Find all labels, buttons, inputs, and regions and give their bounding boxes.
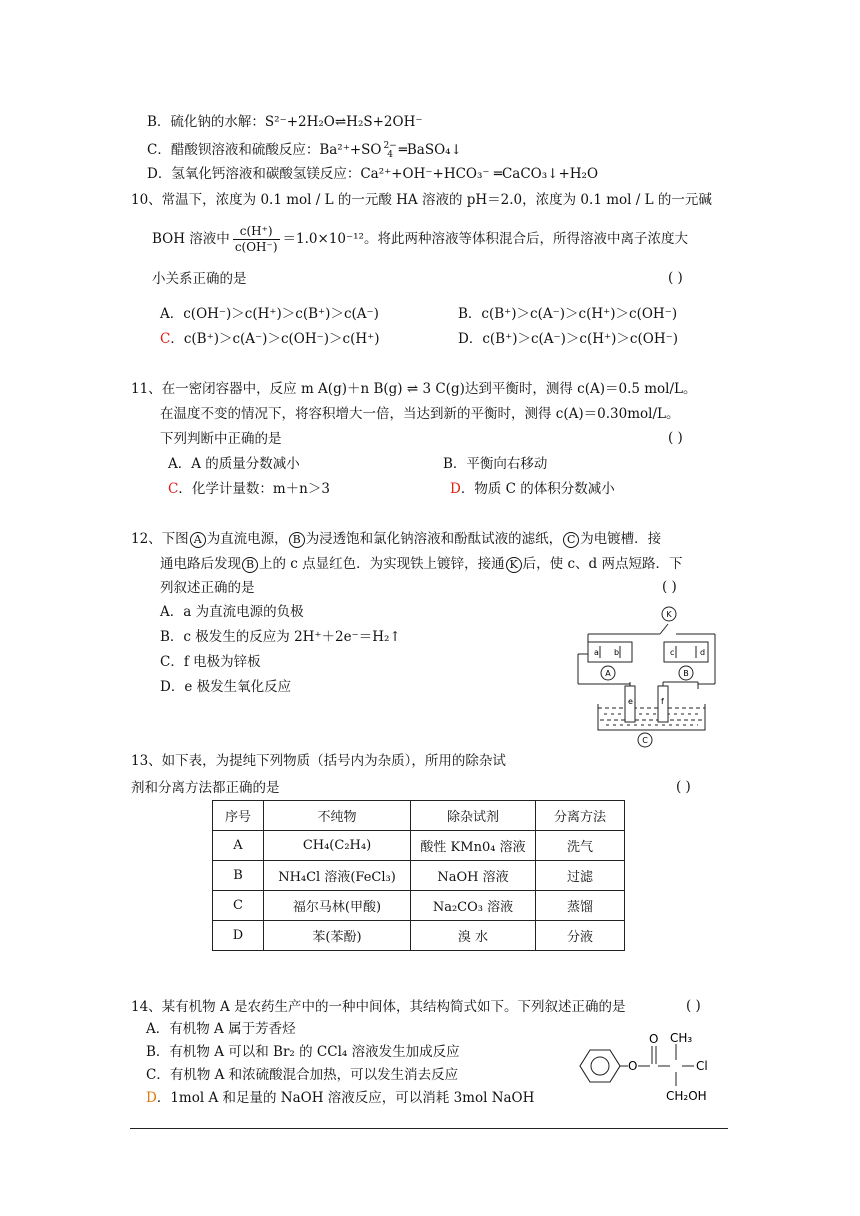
table-cell: 蒸馏 — [536, 891, 625, 921]
table-header-cell: 序号 — [213, 801, 264, 831]
table-cell: 苯(苯酚) — [264, 921, 411, 951]
table-cell: NH₄Cl 溶液(FeCl₃) — [264, 861, 411, 891]
q13-stem-line1: 13、如下表，为提纯下列物质（括号内为杂质），所用的除杂试 — [131, 753, 506, 769]
ester-oxygen: O — [628, 1059, 638, 1073]
q10-option-a: A．c(OH⁻)＞c(H⁺)＞c(B⁺)＞c(A⁻) — [160, 306, 379, 322]
q10-stem-line2-prefix: BOH 溶液中 — [152, 231, 230, 247]
q12-text: 通电路后发现 — [160, 556, 241, 572]
label-a: a — [594, 648, 599, 657]
label-e: e — [628, 697, 633, 706]
q12-text: 上的 c 点显红色．为实现铁上镀锌，接通 — [259, 556, 505, 572]
table-row — [213, 861, 625, 891]
label-c: c — [670, 648, 675, 657]
q12-circle-k: K — [506, 557, 522, 573]
q11-stem-line1: 11、在一密闭容器中，反应 m A(g)＋n B(g) ⇌ 3 C(g)达到平衡时，测得 c(A)＝0.5 mol/L。 — [131, 381, 697, 397]
q12-text: 12、下图 — [131, 531, 189, 547]
table-cell: A — [213, 831, 264, 861]
q10-option-c-letter: C — [160, 331, 171, 347]
page-bottom-rule — [130, 1128, 728, 1129]
label-circle-c: C — [642, 736, 648, 745]
q11-option-b: B．平衡向右移动 — [443, 456, 548, 472]
q12-option-a: A．a 为直流电源的负极 — [160, 604, 304, 620]
table-cell: D — [213, 921, 264, 951]
q14-option-c: C．有机物 A 和浓硫酸混合加热，可以发生消去反应 — [146, 1067, 459, 1083]
q10-fraction-denominator: c(OH⁻) — [234, 240, 278, 254]
label-circle-b: B — [683, 669, 689, 678]
q10-fraction — [233, 224, 280, 255]
table-cell: C — [213, 891, 264, 921]
q12-text: 后，使 c、d 两点短路．下 — [522, 556, 683, 572]
table-cell: B — [213, 861, 264, 891]
table-cell: 福尔马林(甲酸) — [264, 891, 411, 921]
table-cell: Na₂CO₃ 溶液 — [411, 891, 536, 921]
q14-option-d-text: ．1mol A 和足量的 NaOH 溶液反应，可以消耗 3mol NaOH — [156, 1090, 535, 1106]
q10-stem-line3: 小关系正确的是 — [152, 271, 247, 287]
q11-option-c-letter: C — [168, 481, 179, 497]
q11-option-d-letter: D — [450, 481, 461, 497]
q12-stem-line2 — [160, 555, 682, 573]
q11-option-d-text: ．物质 C 的体积分数减小 — [460, 481, 615, 497]
q9-option-c-suffix: ═BaSO₄↓ — [398, 142, 462, 158]
q10-option-c — [160, 330, 380, 348]
q10-fraction-numerator: c(H⁺) — [233, 224, 280, 240]
q10-answer-paren: ( ) — [668, 270, 683, 286]
hydroxymethyl-group: CH₂OH — [666, 1089, 707, 1103]
q10-option-c-text: ．c(B⁺)＞c(A⁻)＞c(OH⁻)＞c(H⁺) — [170, 331, 380, 347]
label-f: f — [661, 697, 664, 706]
q12-circle-b-2: B — [242, 557, 258, 573]
q11-option-c — [168, 480, 330, 498]
table-cell: 洗气 — [536, 831, 625, 861]
q13-stem-line2: 剂和分离方法都正确的是 — [131, 780, 280, 796]
q11-answer-paren: ( ) — [668, 430, 683, 446]
table-cell: 过滤 — [536, 861, 625, 891]
table-header-cell: 除杂试剂 — [411, 801, 536, 831]
q11-option-c-text: ．化学计量数：m＋n＞3 — [178, 481, 330, 497]
table-cell: 分液 — [536, 921, 625, 951]
table-cell: CH₄(C₂H₄) — [264, 831, 411, 861]
q12-stem-line1 — [131, 530, 661, 548]
q12-option-d: D．e 极发生氧化反应 — [160, 679, 292, 695]
q14-stem: 14、某有机物 A 是农药生产中的一种中间体，其结构简式如下。下列叙述正确的是 — [131, 999, 626, 1015]
q11-option-d — [450, 480, 615, 498]
label-circle-a: A — [605, 669, 611, 678]
q14-answer-paren: ( ) — [686, 998, 701, 1014]
chlorine: Cl — [696, 1059, 708, 1073]
q11-option-a: A．A 的质量分数减小 — [168, 456, 300, 472]
label-b: b — [614, 648, 620, 657]
q9-option-d: D．氢氧化钙溶液和碳酸氢镁反应：Ca²⁺+OH⁻+HCO₃⁻ ═CaCO₃↓+H₂O — [147, 166, 599, 182]
q9-option-c: C．醋酸钡溶液和硫酸反应：Ba²⁺+SO 2− 4 ═BaSO₄↓ — [147, 140, 462, 160]
q12-circle-c: C — [563, 532, 579, 548]
table-row — [213, 891, 625, 921]
q10-stem-line2 — [152, 222, 688, 256]
q12-option-b: B．c 极发生的反应为 2H⁺＋2e⁻＝H₂↑ — [160, 629, 401, 645]
table-cell: NaOH 溶液 — [411, 861, 536, 891]
q11-stem-line3: 下列判断中正确的是 — [160, 431, 282, 447]
q9-option-c-prefix: C．醋酸钡溶液和硫酸反应：Ba²⁺+SO — [147, 142, 382, 158]
q14-option-a: A．有机物 A 属于芳香烃 — [146, 1021, 296, 1037]
q13-answer-paren: ( ) — [676, 779, 691, 795]
q12-circle-b: B — [289, 532, 305, 548]
q12-circle-a: A — [190, 532, 206, 548]
table-row — [213, 921, 625, 951]
electrolysis-circuit-diagram — [570, 604, 730, 750]
q12-text: 为直流电源， — [206, 531, 288, 547]
q10-option-d: D．c(B⁺)＞c(A⁻)＞c(H⁺)＞c(OH⁻) — [458, 331, 678, 347]
q12-answer-paren: ( ) — [662, 579, 677, 595]
q14-option-d-letter: D — [146, 1090, 157, 1106]
q14-option-d — [146, 1089, 534, 1107]
q9-option-b: B．硫化钠的水解：S²⁻+2H₂O⇌H₂S+2OH⁻ — [147, 114, 423, 130]
q12-option-c: C．f 电极为锌板 — [160, 654, 261, 670]
q12-text: 为浸透饱和氯化钠溶液和酚酞试液的滤纸， — [305, 531, 563, 547]
q10-stem-line2-suffix: ＝1.0×10⁻¹²。将此两种溶液等体积混合后，所得溶液中离子浓度大 — [282, 231, 688, 247]
q12-stem-line3: 列叙述正确的是 — [160, 580, 255, 596]
table-header-row — [213, 801, 625, 831]
table-header-cell: 分离方法 — [536, 801, 625, 831]
q11-stem-line2: 在温度不变的情况下，将容积增大一倍，当达到新的平衡时，测得 c(A)＝0.30mol/L。 — [160, 406, 680, 422]
table-row — [213, 831, 625, 861]
q13-table — [212, 800, 625, 951]
methyl-group: CH₃ — [670, 1031, 693, 1045]
q14-option-b: B．有机物 A 可以和 Br₂ 的 CCl₄ 溶液发生加成反应 — [146, 1044, 460, 1060]
label-d: d — [700, 648, 706, 657]
table-header-cell: 不纯物 — [264, 801, 411, 831]
q10-stem-line1: 10、常温下，浓度为 0.1 mol / L 的一元酸 HA 溶液的 pH＝2.0，浓度为 0.1 mol / L 的一元碱 — [131, 192, 712, 208]
carbonyl-oxygen: O — [649, 1032, 659, 1046]
q12-text: 为电镀槽．接 — [580, 531, 662, 547]
table-cell: 酸性 KMn0₄ 溶液 — [411, 831, 536, 861]
organic-structure-diagram — [570, 1030, 730, 1110]
label-k: K — [666, 610, 672, 619]
table-cell: 溴 水 — [411, 921, 536, 951]
q10-option-b: B．c(B⁺)＞c(A⁻)＞c(H⁺)＞c(OH⁻) — [458, 306, 678, 322]
